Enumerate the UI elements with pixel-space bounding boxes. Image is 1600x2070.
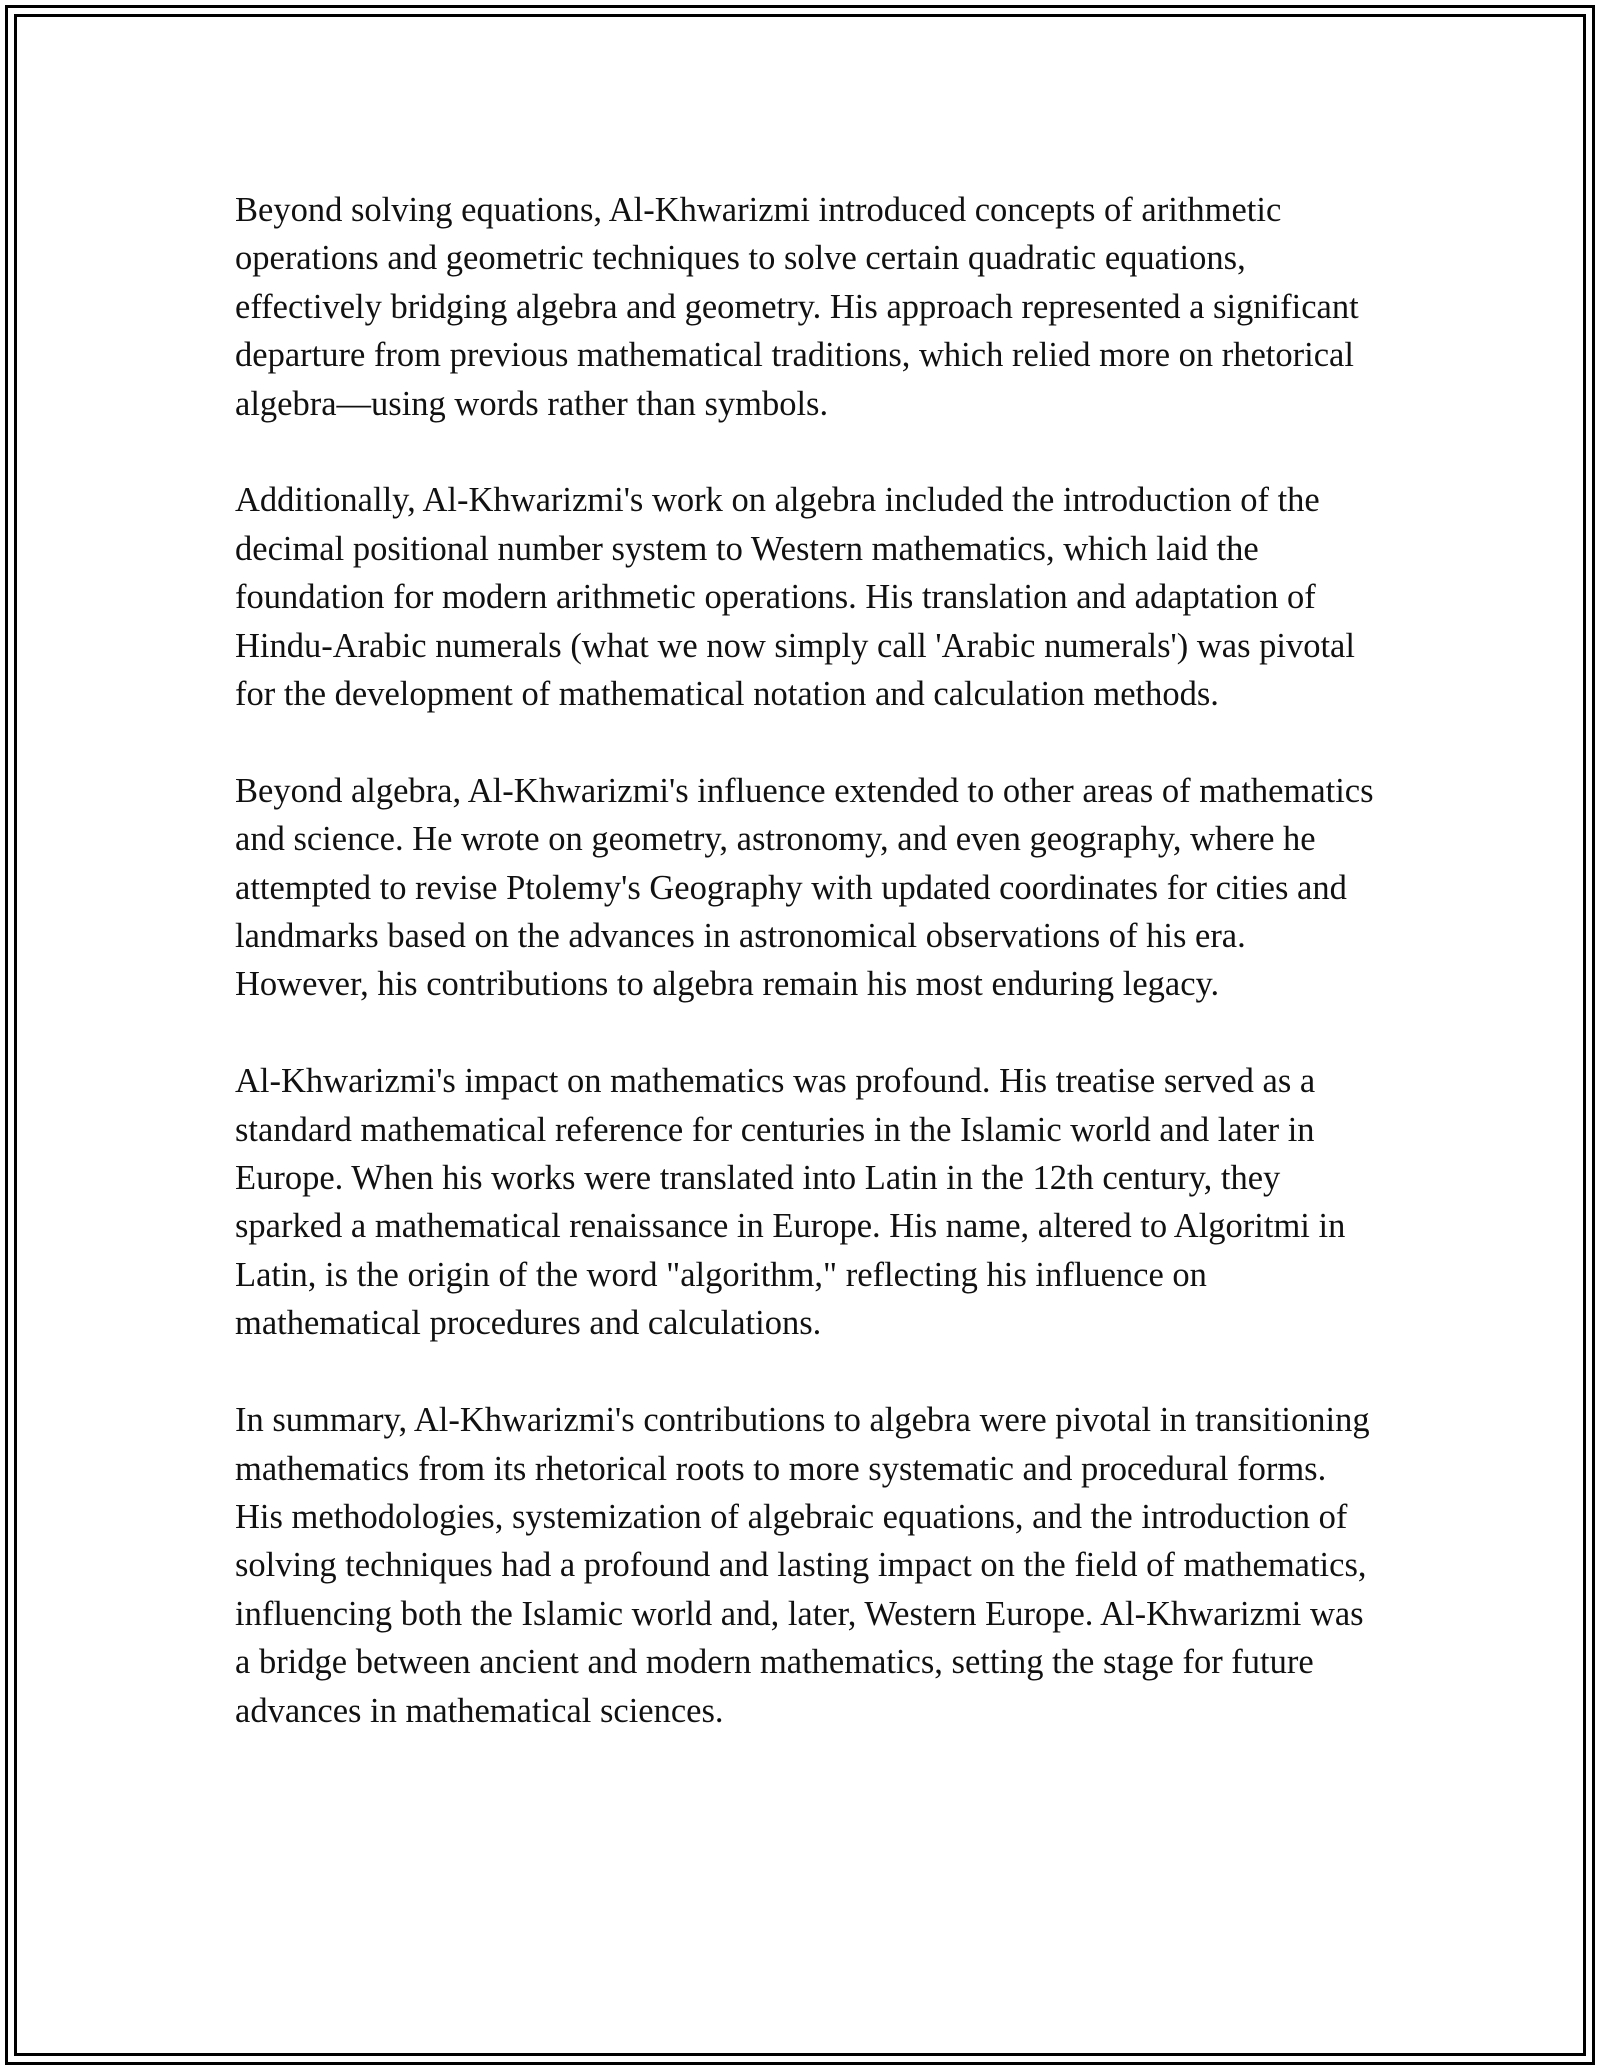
- paragraph-4: Al-Khwarizmi's impact on mathematics was profound. His treatise served as a standard mathematical reference for centuries in the Islamic world and later in Europe. When his works were translated into Latin in the 12th century, they sparked a mathematical renaissance in Europe. His name, altered to Algoritmi in Latin, is the origin of the word "algorithm," reflecting his influence on mathematical procedures and calculations.: [235, 1062, 1346, 1343]
- paragraph-5: In summary, Al-Khwarizmi's contributions to algebra were pivotal in transitioning mathematics from its rhetorical roots to more systematic and procedural forms. His methodologies, systemization of algebraic equations, and the introduction of solving techniques had a profound and lasting impact on the field of mathematics, influencing both the Islamic world and, later, Western Europe. Al-Khwarizmi was a bridge between ancient and modern mathematics, setting the stage for future advances in mathematical sciences.: [235, 1401, 1370, 1730]
- paragraph-2: Additionally, Al-Khwarizmi's work on algebra included the introduction of the decimal positional number system to Western mathematics, which laid the foundation for modern arithmetic operations. His translation and adaptation of Hindu-Arabic numerals (what we now simply call 'Arabic numerals') was pivotal for the development of mathematical notation and calculation methods.: [235, 481, 1355, 714]
- paragraph-1: Beyond solving equations, Al-Khwarizmi introduced concepts of arithmetic operations and geometric techniques to solve certain quadratic equations, effectively bridging algebra and geometry. His approach represented a significant departure from previous mathematical traditions, which relied more on rhetorical algebra—using words rather than symbols.: [235, 191, 1359, 423]
- document-body: [235, 186, 1375, 1783]
- paragraph-3: Beyond algebra, Al-Khwarizmi's influence extended to other areas of mathematics and science. He wrote on geometry, astronomy, and even geography, where he attempted to revise Ptolemy's Geography with updated coordinates for cities and landmarks based on the advances in astronomical observations of his era. However, his contributions to algebra remain his most enduring legacy.: [235, 771, 1374, 1004]
